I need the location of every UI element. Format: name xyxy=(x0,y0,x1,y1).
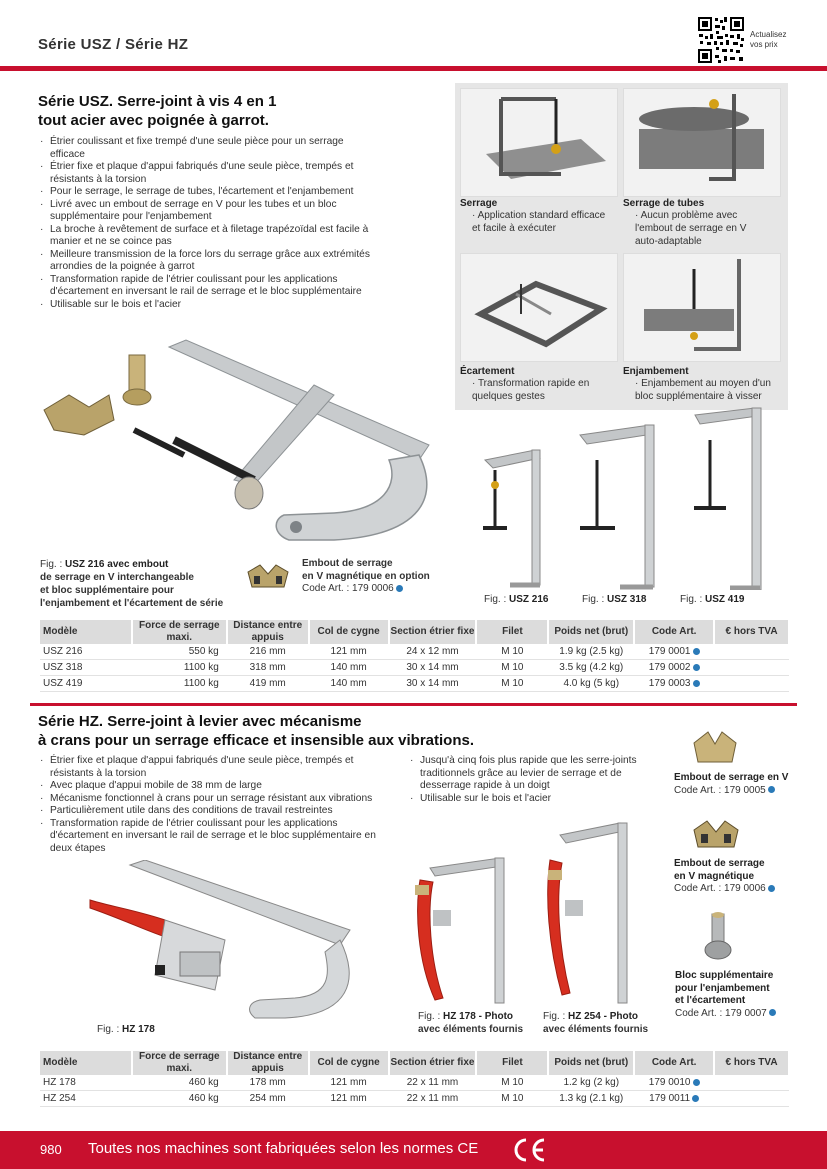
usz-spec-table xyxy=(40,620,790,692)
accessory-v-jaw: Embout de serrage en V Code Art. : 179 0005 xyxy=(674,772,789,796)
list-item: · Étrier coulissant et fixe trempé d'une seule pièce pour un serrage efficace xyxy=(38,136,378,161)
accessory-extra-block: Bloc supplémentaire pour l'enjambement et l'écartement Code Art. : 179 0007 xyxy=(675,970,795,1019)
fig-hz-254-photo: Fig. : HZ 254 - Photo avec éléments fournis xyxy=(543,1011,649,1035)
list-item: · Utilisable sur le bois et l'acier xyxy=(408,793,648,806)
list-item: · Pour le serrage, le serrage de tubes, l'écartement et l'enjambement xyxy=(38,186,378,199)
header-divider xyxy=(0,66,827,71)
usz-216-product-image xyxy=(34,335,434,555)
fig-usz-216: Fig. : USZ 216 xyxy=(484,594,549,605)
info-dot-icon[interactable] xyxy=(396,585,403,592)
usz-318-image xyxy=(575,420,665,590)
fig-hz-178-photo: Fig. : HZ 178 - Photo avec éléments fournis xyxy=(418,1011,524,1035)
usz-title: Série USZ. Serre-joint à vis 4 en 1 tout acier avec poignée à garrot. xyxy=(38,93,277,129)
info-dot-icon[interactable] xyxy=(769,1009,776,1016)
info-dot-icon[interactable] xyxy=(693,1079,700,1086)
list-item: · Meilleure transmission de la force lors du serrage grâce aux extrémités arrondies de la poignée à garrot xyxy=(38,249,378,274)
fig-usz-419: Fig. : USZ 419 xyxy=(680,594,745,605)
hz-spec-table xyxy=(40,1051,790,1107)
fig-usz-318: Fig. : USZ 318 xyxy=(582,594,647,605)
usage-clamping-image xyxy=(460,88,618,197)
section-divider xyxy=(30,703,797,706)
hz-bullet-list-left xyxy=(38,755,398,855)
page-header-title: Série USZ / Série HZ xyxy=(38,36,189,53)
list-item: · Mécanisme fonctionnel à crans pour un serrage résistant aux vibrations xyxy=(38,793,398,806)
page-number: 980 xyxy=(40,1142,62,1157)
ce-mark-icon xyxy=(511,1137,547,1163)
list-item: · Livré avec un embout de serrage en V pour les tubes et un bloc supplémentaire pour l'enjambement xyxy=(38,199,378,224)
v-jaw-magnetic-accessory-image xyxy=(692,818,740,850)
hz-178-with-accessories-image xyxy=(405,850,515,1005)
v-jaw-image xyxy=(690,728,740,768)
usz-419-image xyxy=(690,400,770,590)
list-item: · Jusqu'à cinq fois plus rapide que les serre-joints traditionnels grâce au levier de serrage et de desserrage rapide à un doigt xyxy=(408,755,648,793)
usage-reaching-caption: Enjambement · Enjambement au moyen d'un bloc supplémentaire à visser xyxy=(623,366,771,402)
hz-254-with-accessories-image xyxy=(540,815,640,1005)
info-dot-icon[interactable] xyxy=(692,1095,699,1102)
list-item: · Transformation rapide de l'étrier coulissant pour les applications d'écartement en inversant le rail de serrage et le bloc supplémentaire en deux étapes xyxy=(38,818,398,856)
info-dot-icon[interactable] xyxy=(768,786,775,793)
usage-spreading-image xyxy=(460,253,618,362)
table-row: HZ 254 460 kg 254 mm 121 mm 22 x 11 mm M 10 1.3 kg (2.1 kg) 179 0011 xyxy=(40,1091,789,1107)
usage-tube-clamping-caption: Serrage de tubes · Aucun problème avec l'embout de serrage en V auto-adaptable xyxy=(623,198,747,247)
list-item: · Particulièrement utile dans des conditions de travail restreintes xyxy=(38,805,398,818)
usz-216-image xyxy=(475,440,550,590)
usage-spreading-caption: Écartement · Transformation rapide en quelques gestes xyxy=(460,366,590,402)
usz-main-figure-caption: Fig. : USZ 216 avec embout de serrage en V interchangeable et bloc supplémentaire pour l'enjambement et l'écartement de série xyxy=(40,559,224,609)
usage-tube-clamping-image xyxy=(623,88,781,197)
info-dot-icon[interactable] xyxy=(768,885,775,892)
info-dot-icon[interactable] xyxy=(693,648,700,655)
table-row: HZ 178 460 kg 178 mm 121 mm 22 x 11 mm M 10 1.2 kg (2 kg) 179 0010 xyxy=(40,1075,789,1091)
list-item: · Étrier fixe et plaque d'appui fabriqués d'une seule pièce, trempés et résistants à la torsion xyxy=(38,755,398,780)
table-row: USZ 318 1100 kg 318 mm 140 mm 30 x 14 mm M 10 3.5 kg (4.2 kg) 179 0002 xyxy=(40,660,789,676)
usz-bullet-list xyxy=(38,136,378,311)
list-item: · Avec plaque d'appui mobile de 38 mm de large xyxy=(38,780,398,793)
usage-reaching-image xyxy=(623,253,781,362)
list-item: · La broche à revêtement de surface et à filetage trapézoïdal est facile à manier et ne se coince pas xyxy=(38,224,378,249)
qr-caption: Actualisez vos prix xyxy=(750,30,787,49)
info-dot-icon[interactable] xyxy=(693,664,700,671)
info-dot-icon[interactable] xyxy=(693,680,700,687)
hz-title: Série HZ. Serre-joint à levier avec mécanisme à crans pour un serrage efficace et insensible aux vibrations. xyxy=(38,713,474,749)
list-item: · Étrier fixe et plaque d'appui fabriqués d'une seule pièce, trempés et résistants à la torsion xyxy=(38,161,378,186)
hz-bullet-list-right xyxy=(408,755,648,805)
accessory-v-jaw-magnetic: Embout de serrage en V magnétique Code Art. : 179 0006 xyxy=(674,858,794,894)
v-jaw-magnetic-image xyxy=(246,562,290,590)
table-row: USZ 216 550 kg 216 mm 121 mm 24 x 12 mm M 10 1.9 kg (2.5 kg) 179 0001 xyxy=(40,644,789,660)
v-jaw-option-caption: Embout de serrage en V magnétique en option Code Art. : 179 0006 xyxy=(302,558,430,594)
hz-178-product-image xyxy=(85,860,365,1025)
qr-code-icon[interactable] xyxy=(697,16,745,64)
table-row: USZ 419 1100 kg 419 mm 140 mm 30 x 14 mm M 10 4.0 kg (5 kg) 179 0003 xyxy=(40,676,789,692)
fig-hz-178-main: Fig. : HZ 178 xyxy=(97,1024,155,1035)
table-header-row: Modèle Force de serrage maxi. Distance entre appuis Col de cygne Section étrier fixe Filet Poids net (brut) Code Art. € hors TVA xyxy=(40,620,789,644)
list-item: · Utilisable sur le bois et l'acier xyxy=(38,299,378,312)
table-header-row: Modèle Force de serrage maxi. Distance entre appuis Col de cygne Section étrier fixe Filet Poids net (brut) Code Art. € hors TVA xyxy=(40,1051,789,1075)
footer-text: Toutes nos machines sont fabriquées selon les normes CE xyxy=(88,1140,479,1157)
list-item: · Transformation rapide de l'étrier coulissant pour les applications d'écartement en inversant le rail de serrage et le bloc supplémentaire xyxy=(38,274,378,299)
usage-clamping-caption: Serrage · Application standard efficace et facile à exécuter xyxy=(460,198,606,234)
extra-block-image xyxy=(703,910,733,962)
